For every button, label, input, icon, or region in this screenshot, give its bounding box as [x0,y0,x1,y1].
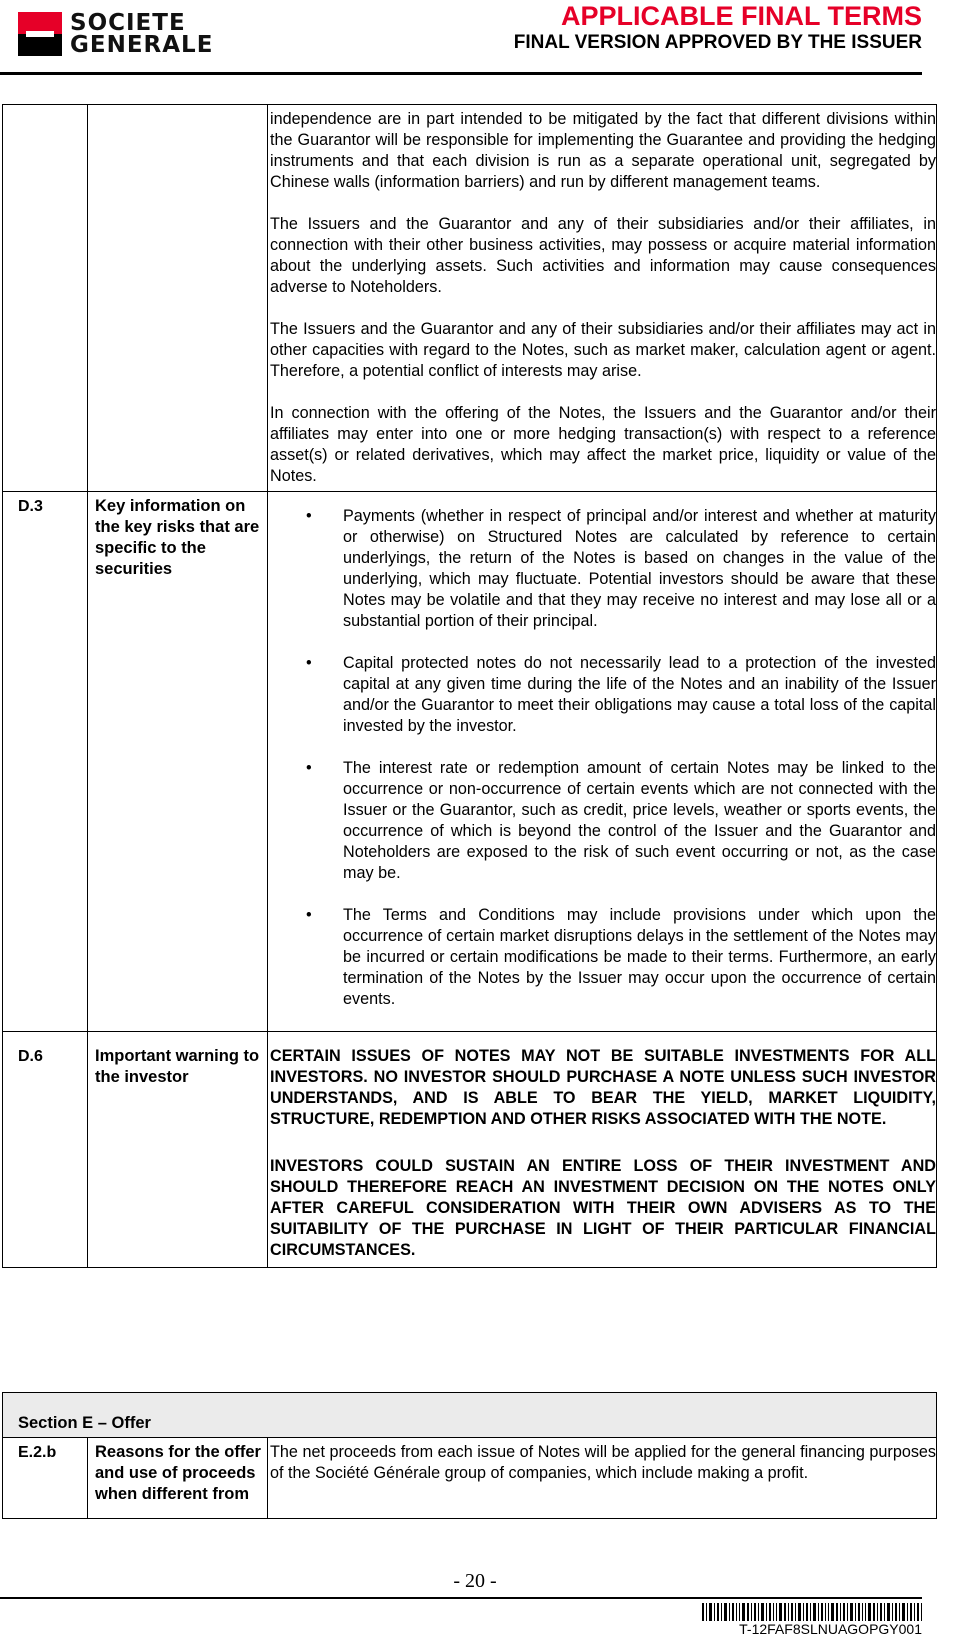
code-cell-empty [3,105,88,492]
paragraph: The Issuers and the Guarantor and any of their subsidiaries and/or their affiliates may act in other capacities with regard to the Notes, such as market maker, calculation agent or agent. Therefore, a potential conflict of interests may arise. [270,320,936,380]
warning-paragraph: CERTAIN ISSUES OF NOTES MAY NOT BE SUITABLE INVESTMENTS FOR ALL INVESTORS. NO INVESTOR SHOULD PURCHASE A NOTE UNLESS SUCH INVESTOR UNDERSTANDS, AND IS ABLE TO BEAR THE YIELD, MARKET LIQUIDITY, STRUCTURE, REDEMPTION AND OTHER RISKS ASSOCIATED WITH THE NOTE. [270,1047,936,1128]
table-row-d6 [3,1032,937,1268]
bullet-icon: • [306,654,312,672]
d6-warning-cell [268,1032,937,1268]
societe-generale-logo [18,12,243,60]
logo-line-2: GENERALE [70,32,214,58]
table-row-continued [3,105,937,492]
section-e-table [2,1392,937,1519]
element-label: Reasons for the offer and use of proceeds when different from [88,1438,268,1519]
element-label: Important warning to the investor [88,1032,268,1268]
table-row-d3 [3,492,937,1032]
bullet-icon: • [306,906,312,924]
paragraph: independence are in part intended to be mitigated by the fact that different divisions within the Guarantor will be responsible for implementing the Guarantee and providing the hedging instruments and that each division is run as a separate operational unit, segregated by Chinese walls (information barriers) and run by different management teams. [270,110,936,191]
document-title: APPLICABLE FINAL TERMS [560,1,922,31]
element-code: D.3 [3,492,88,1032]
bullet-text: Capital protected notes do not necessarily lead to a protection of the invested capital at any given time during the life of the Notes and an inability of the Issuer and/or the Guarantor to meet their obligations may cause a total loss of the capital invested by the investor. [343,654,936,735]
page-number: - 20 - [453,1570,497,1592]
element-code: D.6 [3,1032,88,1268]
paragraph: The Issuers and the Guarantor and any of their subsidiaries and/or their affiliates, in connection with their other business activities, may possess or acquire material information about the underlying assets. Such activities and information may cause consequences adverse to Noteholders. [270,215,936,296]
footer-rule [0,1597,922,1599]
table-row-e2b [3,1438,937,1519]
logo-mark-icon [18,12,62,56]
document-subtitle: FINAL VERSION APPROVED BY THE ISSUER [513,32,922,53]
bullet-text: The interest rate or redemption amount of certain Notes may be linked to the occurrence or non-occurrence of certain events which are not connected with the Issuer or the Guarantor, such as credit, price levels, weather or sports events, the occurrence of which is beyond the control of the Issuer and the Guarantor and Noteholders are exposed to the risk of such event occurring or not, as the case may be. [343,759,936,882]
list-item [270,506,936,632]
logo-line-1: SOCIETE [70,10,186,36]
bullet-icon: • [306,759,312,777]
list-item [270,653,936,737]
section-header-row [3,1393,937,1438]
element-code: E.2.b [3,1438,88,1519]
section-title: Section E – Offer [3,1393,937,1438]
document-id: T-12FAF8SLNUAGOPGY001 [739,1621,922,1637]
label-cell-empty [88,105,268,492]
risk-bullet-list [270,506,936,1010]
bullet-text: The Terms and Conditions may include provisions under which upon the occurrence of certain market disruptions delays in the settlement of the Notes may be incurred or certain modifications be made to their terms. Furthermore, an early termination of the Notes by the Issuer may occur upon the occurrence of certain events. [343,906,936,1008]
barcode-icon [702,1603,922,1621]
header-rule [0,72,922,75]
logo-wordmark [70,12,213,56]
d3-risk-list-cell [268,492,937,1032]
continued-text-cell [268,105,937,492]
list-item [270,758,936,884]
element-label: Key information on the key risks that are specific to the securities [88,492,268,1032]
bullet-icon: • [306,507,312,525]
bullet-text: Payments (whether in respect of principal and/or interest and whether at maturity or otherwise) on Structured Notes are calculated by reference to certain underlyings, the return of the Notes is based on changes in the value of the underlying, which may fluctuate. Potential investors should be aware that these Notes may be volatile and that they may receive no interest and may lose all or a substantial portion of their principal. [343,507,936,630]
warning-paragraph: INVESTORS COULD SUSTAIN AN ENTIRE LOSS OF THEIR INVESTMENT AND SHOULD THEREFORE REACH AN INVESTMENT DECISION ON THE NOTES ONLY AFTER CAREFUL CONSIDERATION WITH THEIR OWN ADVISERS AS TO THE SUITABILITY OF THE PURCHASE IN LIGHT OF THEIR PARTICULAR FINANCIAL CIRCUMSTANCES. [270,1157,936,1259]
paragraph: In connection with the offering of the Notes, the Issuers and the Guarantor and/or their affiliates may enter into one or more hedging transaction(s) with respect to a reference asset(s) or related derivatives, which may affect the market price, liquidity or value of the Notes. [270,404,936,485]
summary-table [2,104,937,1268]
e2b-text-cell: The net proceeds from each issue of Notes will be applied for the general financing purposes of the Société Générale group of companies, which include making a profit. [268,1438,937,1519]
list-item [270,905,936,1010]
